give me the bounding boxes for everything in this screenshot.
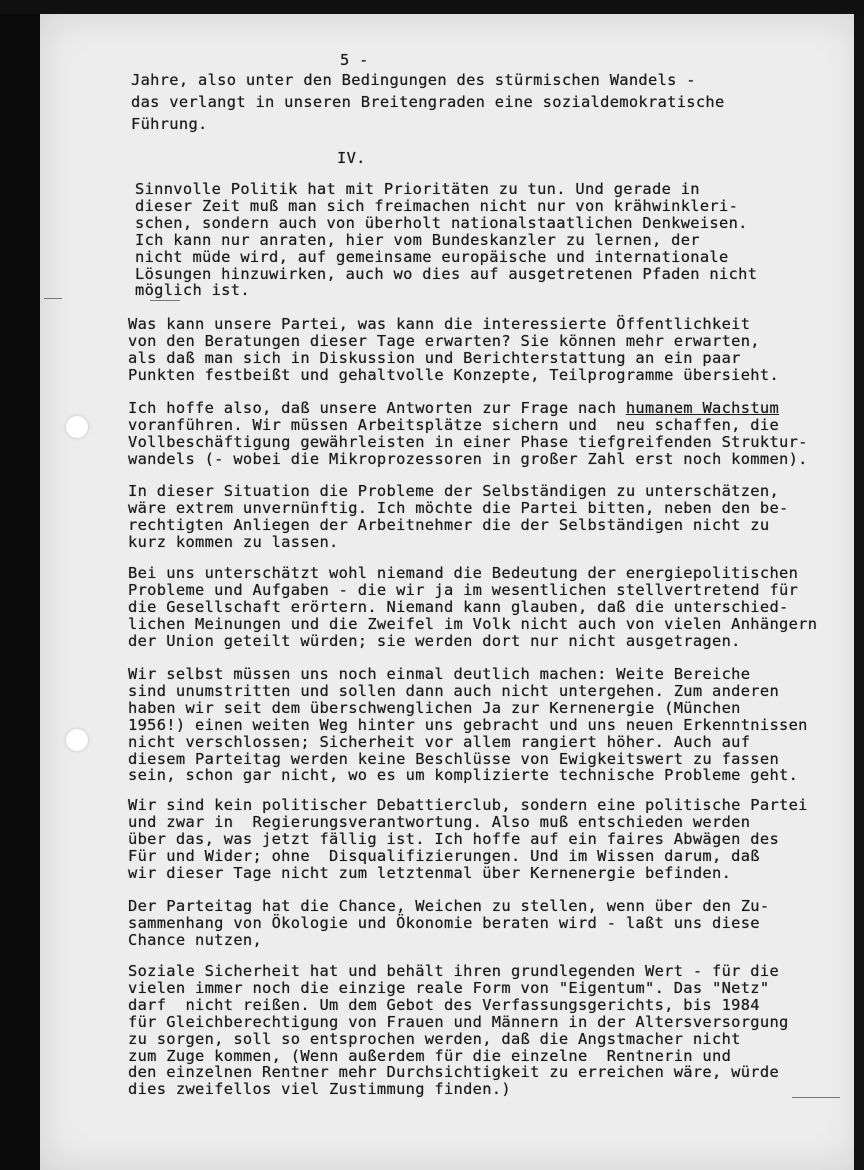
page-number: 5 - bbox=[340, 51, 369, 69]
scan-border-right bbox=[854, 14, 864, 1170]
paragraph-ecology-economy: Der Parteitag hat die Chance, Weichen zu stellen, wenn über den Zu- sammenhang von Ökologie und Ökonomie beraten wird - laßt uns diese Chance nutzen, bbox=[128, 897, 770, 949]
scan-border-top bbox=[0, 0, 864, 14]
paragraph-social-security: Soziale Sicherheit hat und behält ihren grundlegenden Wert - für die vielen immer noch die einzige reale Form von "Eigentum". Das "Netz" darf nicht reißen. Um dem Gebot des Verfassungsgerichts, bis 1984 für Gleichberechtigung von Frauen und Männern in der Altersversorgung zu sorgen, soll so entsprochen werden, daß die Angstmacher nicht zum Zuge kommen, (Wenn außerdem für die einzelne Rentnerin und den einzelnen Rentner mehr Durchsichtigkeit zu erreichen wäre, würde dies zweifellos viel Zustimmung finden.) bbox=[128, 962, 789, 1099]
paragraph-growth bbox=[128, 400, 808, 468]
paragraph-priorities: Sinnvolle Politik hat mit Prioritäten zu tun. Und gerade in dieser Zeit muß man sich freimachen nicht nur von krähwinkleri- schen, sondern auch von überholt nationalstaatlichen Denkweisen. Ich kann nur anraten, hier vom Bundeskanzler zu lernen, der nicht müde wird, auf gemeinsame europäische und internationale Lösungen hinzuwirken, auch wo dies auf ausgetretenen Pfaden nicht möglich ist. bbox=[135, 180, 758, 300]
intro-paragraph: Jahre, also unter den Bedingungen des stürmischen Wandels - das verlangt in unseren Breitengraden eine sozialdemokratische Führung. bbox=[131, 71, 725, 133]
paragraph-government-responsibility: Wir sind kein politischer Debattierclub, sondern eine politische Partei und zwar in Regierungsverantwortung. Also muß entschieden werden über das, was jetzt fällig ist. Ich hoffe auf ein faires Abwägen des Für und Wider; ohne Disqualifizierungen. Und im Wissen darum, daß wir dieser Tage nicht zum letztenmal über Kernenergie befinden. bbox=[128, 796, 808, 882]
punch-hole bbox=[66, 729, 88, 751]
margin-mark bbox=[44, 298, 62, 299]
paragraph-nuclear-energy: Wir selbst müssen uns noch einmal deutlich machen: Weite Bereiche sind unumstritten und sollen dann auch nicht untergehen. Zum anderen haben wir seit dem überschwenglichen Ja zur Kernenergie (München 1956!) einen weiten Weg hinter uns gebracht und uns neuen Erkenntnissen nicht verschlossen; Sicherheit vor allem rangiert höher. Auch auf diesem Parteitag werden keine Beschlüsse von Ewigkeitswert zu fassen sein, schon gar nicht, wo es um komplizierte technische Probleme geht. bbox=[128, 665, 808, 785]
underlined-phrase: humanem Wachstum bbox=[625, 399, 780, 417]
growth-text-rest: voranführen. Wir müssen Arbeitsplätze sichern und neu schaffen, die Vollbeschäftigung gewährleisten in einer Phase tiefgreifenden Struktur- wandels (- wobei die Mikroprozessoren in großer Zahl erst noch kommen). bbox=[128, 415, 808, 468]
growth-text-start: Ich hoffe also, daß unsere Antworten zur Frage nach bbox=[128, 399, 626, 417]
punch-hole bbox=[66, 416, 88, 438]
margin-mark bbox=[792, 1097, 840, 1098]
paragraph-self-employed: In dieser Situation die Probleme der Selbständigen zu unterschätzen, wäre extrem unvernünftig. Ich möchte die Partei bitten, neben den be- rechtigten Anliegen der Arbeitnehmer die der Selbständigen nicht zu kurz kommen zu lassen. bbox=[128, 482, 789, 551]
paragraph-expectations: Was kann unsere Partei, was kann die interessierte Öffentlichkeit von den Beratungen dieser Tage erwarten? Sie können mehr erwarten, als daß man sich in Diskussion und Berichterstattung an ein paar Punkten festbeißt und gehaltvolle Konzepte, Teilprogramme übersieht. bbox=[128, 315, 780, 384]
section-heading: IV. bbox=[337, 149, 366, 167]
paragraph-energy-policy: Bei uns unterschätzt wohl niemand die Bedeutung der energiepolitischen Probleme und Aufgaben - die wir ja im wesentlichen stellvertretend für die Gesellschaft erörtern. Niemand kann glauben, daß die unterschied- lichen Meinungen und die Zweifel im Volk nicht auch von vielen Anhängern der Union geteilt würden; sie werden dort nur nicht ausgetragen. bbox=[128, 564, 818, 650]
margin-mark bbox=[150, 300, 180, 301]
